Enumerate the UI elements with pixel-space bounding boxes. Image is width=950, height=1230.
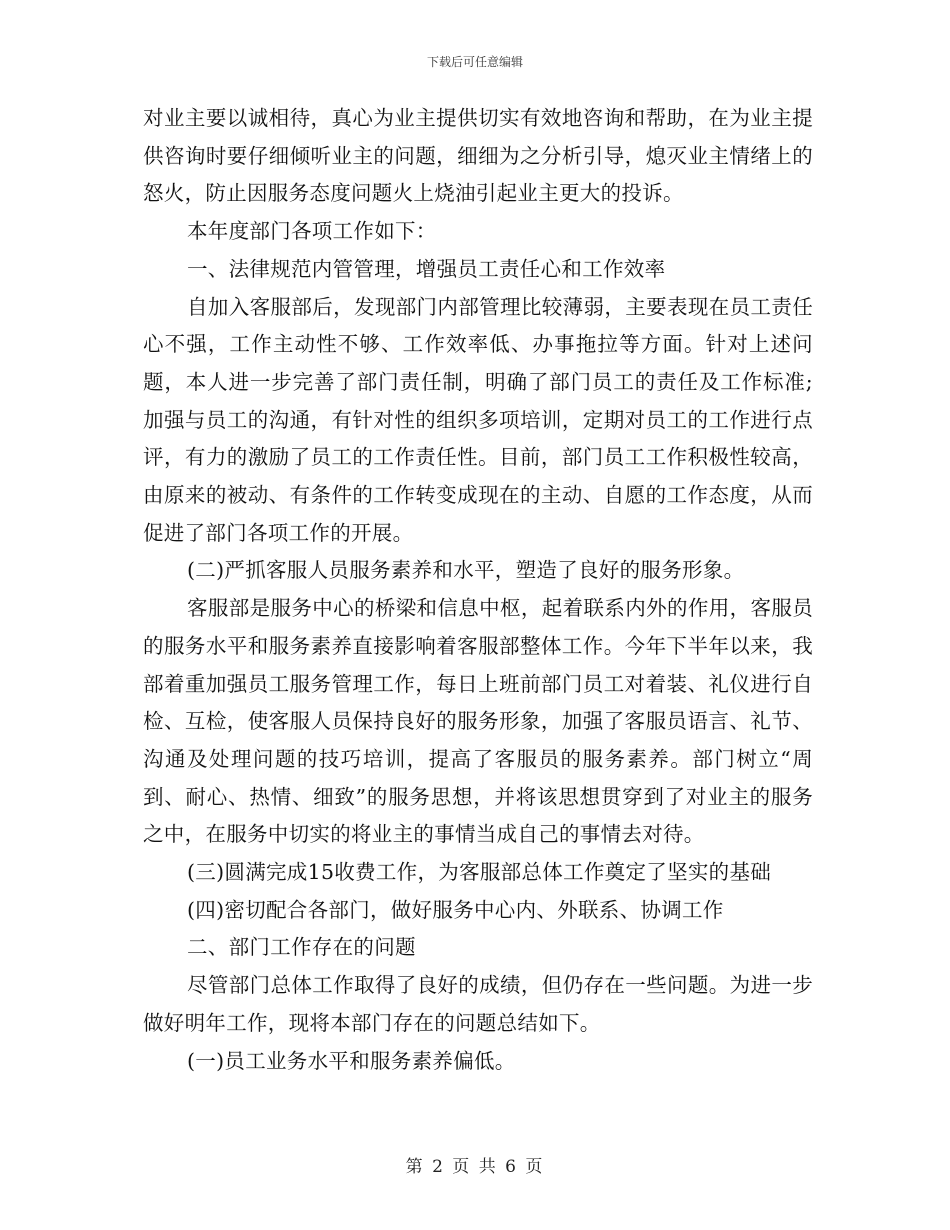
subheading-4: (四)密切配合各部门，做好服务中心内、外联系、协调工作 bbox=[187, 897, 724, 922]
paragraph-1: 对业主要以诚相待，真心为业主提供切实有效地咨询和帮助，在为业主提供咨询时要仔细倾听业主的问题，细细为之分析引导，熄灭业主情绪上的怒火，防止因服务态度问题火上烧油引起业主更大的投诉。 bbox=[143, 106, 813, 206]
page-footer: 第 2 页 共 6 页 bbox=[405, 1157, 545, 1177]
paragraph-2: 本年度部门各项工作如下： bbox=[187, 219, 437, 244]
document-body bbox=[143, 100, 813, 1080]
paragraph-4: 客服部是服务中心的桥梁和信息中枢，起着联系内外的作用，客服员的服务水平和服务素养直接影响着客服部整体工作。今年下半年以来，我部着重加强员工服务管理工作，每日上班前部门员工对着装、礼仪进行自检、互检，使客服人员保持良好的服务形象，加强了客服员语言、礼节、沟通及处理问题的技巧培训，提高了客服员的服务素养。部门树立“周到、耐心、热情、细致”的服务思想，并将该思想贯穿到了对业主的服务之中，在服务中切实的将业主的事情当成自己的事情去对待。 bbox=[143, 596, 813, 847]
page-header: 下载后可任意编辑 bbox=[426, 55, 523, 69]
subheading-3: (三)圆满完成15收费工作，为客服部总体工作奠定了坚实的基础 bbox=[187, 860, 772, 885]
section-heading-2: 二、部门工作存在的问题 bbox=[187, 935, 416, 960]
section-heading-1: 一、法律规范内管管理，增强员工责任心和工作效率 bbox=[187, 256, 666, 281]
subheading-5: (一)员工业务水平和服务素养偏低。 bbox=[187, 1048, 516, 1073]
paragraph-5: 尽管部门总体工作取得了良好的成绩，但仍存在一些问题。为进一步做好明年工作，现将本部门存在的问题总结如下。 bbox=[143, 973, 813, 1035]
subheading-2: (二)严抓客服人员服务素养和水平，塑造了良好的服务形象。 bbox=[187, 558, 745, 583]
paragraph-3: 自加入客服部后，发现部门内部管理比较薄弱，主要表现在员工责任心不强，工作主动性不够、工作效率低、办事拖拉等方面。针对上述问题，本人进一步完善了部门责任制，明确了部门员工的责任及工作标准;加强与员工的沟通，有针对性的组织多项培训，定期对员工的工作进行点评，有力的激励了员工的工作责任性。目前，部门员工工作积极性较高，由原来的被动、有条件的工作转变成现在的主动、自愿的工作态度，从而促进了部门各项工作的开展。 bbox=[143, 294, 813, 545]
